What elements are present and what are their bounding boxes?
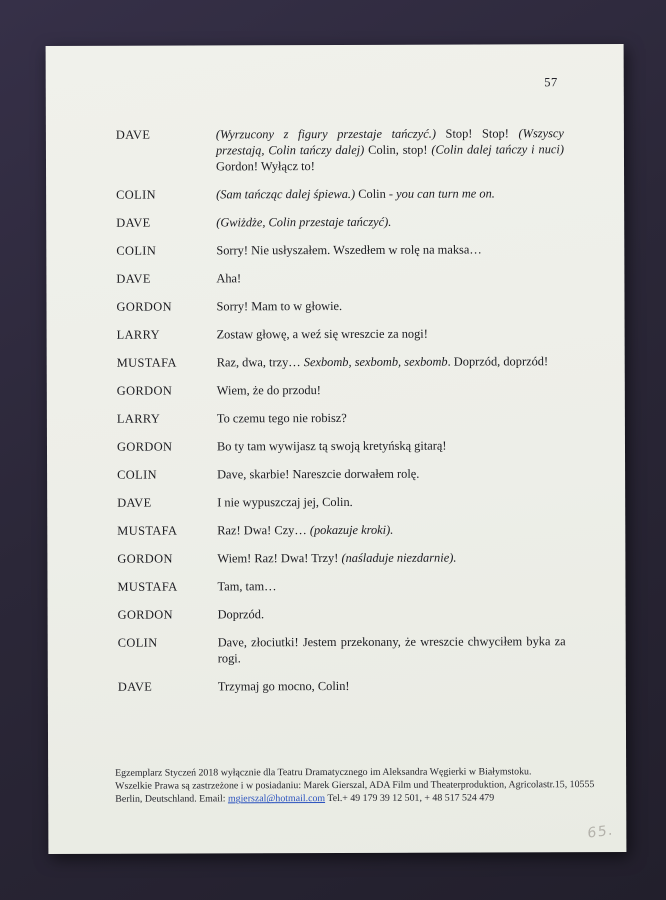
speaker-name: DAVE — [116, 271, 151, 286]
speaker-name: COLIN — [116, 243, 157, 258]
stage-direction-text: (Sam tańcząc dalej śpiewa.) — [216, 186, 356, 202]
stage-direction-text: (Colin dalej tańczy i nuci) — [431, 142, 564, 157]
speaker-name: DAVE — [116, 215, 151, 230]
script-row — [116, 241, 564, 259]
footer-text-segment: Berlin, Deutschland. Email: — [115, 793, 228, 806]
dialogue-text — [217, 577, 565, 594]
footer-line — [115, 791, 627, 806]
dialogue-segment: Gordon! Wyłącz to! — [215, 159, 315, 174]
stage-direction-text: Sexbomb, sexbomb, sexbomb — [303, 354, 448, 370]
script-row — [117, 409, 565, 427]
dialogue-segment: Colin, stop! — [364, 142, 432, 157]
dialogue-text — [216, 269, 564, 286]
dialogue-text — [217, 521, 565, 538]
stage-direction-text: you can turn me on. — [396, 186, 495, 201]
script-row — [117, 521, 565, 539]
dialogue-segment: Colin - — [355, 186, 397, 201]
dialogue-segment: Tam, tam… — [217, 579, 277, 594]
script-page — [46, 44, 627, 854]
speaker-name: COLIN — [116, 187, 156, 202]
script-row — [118, 633, 566, 667]
speaker-name: GORDON — [117, 607, 174, 622]
page-footer — [115, 765, 627, 806]
stage-direction-text: (Wyrzucony z figury przestaje tańczyć.) — [215, 126, 436, 142]
speaker-name: GORDON — [117, 551, 173, 566]
script-row — [116, 185, 564, 203]
footer-text-segment: Wszelkie Prawa są zastrzeżone i w posiadaniu: Marek Gierszal, ADA Film und Theaterproduktion, Agricolastr.15, 10555 — [115, 779, 595, 792]
dialogue-segment: Stop! Stop! — [435, 126, 519, 141]
script-row — [117, 381, 565, 399]
dialogue-segment: Dave, skarbie! Nareszcie dorwałem rolę. — [217, 466, 420, 482]
dialogue-text — [217, 325, 565, 342]
speaker-name: GORDON — [116, 439, 173, 454]
dialogue-segment: Wiem, że do przodu! — [216, 383, 321, 398]
stage-direction-text: (pokazuje kroki). — [309, 522, 394, 538]
handwritten-page-note: 65. — [587, 822, 615, 842]
speaker-name: GORDON — [116, 383, 173, 398]
dialogue-text — [216, 185, 564, 202]
dialogue-text — [217, 465, 565, 482]
script-dialogue — [116, 125, 566, 707]
footer-line — [115, 778, 627, 793]
footer-text-segment: Tel.+ 49 179 39 12 501, + 48 517 524 479 — [325, 792, 495, 805]
speaker-name: MUSTAFA — [116, 355, 177, 370]
script-row — [116, 297, 564, 315]
dialogue-text — [216, 213, 564, 230]
dialogue-text — [216, 241, 564, 258]
dialogue-text — [217, 409, 565, 426]
dialogue-text — [217, 353, 565, 370]
script-row — [117, 465, 565, 483]
speaker-name: MUSTAFA — [117, 523, 178, 538]
script-row — [116, 269, 564, 287]
script-row — [118, 605, 566, 623]
script-row — [116, 125, 564, 175]
page-number: 57 — [544, 75, 558, 90]
dialogue-text — [217, 381, 565, 398]
dialogue-segment: Sorry! Mam to w głowie. — [216, 298, 343, 314]
dialogue-segment: I nie wypuszczaj jej, Colin. — [217, 494, 353, 510]
script-row — [117, 353, 565, 371]
speaker-name: COLIN — [117, 635, 158, 650]
dialogue-segment: Trzymaj go mocno, Colin! — [217, 678, 350, 694]
script-row — [117, 493, 565, 511]
script-row — [116, 213, 564, 231]
dialogue-segment: Raz, dwa, trzy… — [216, 355, 304, 370]
dialogue-segment: Sorry! Nie usłyszałem. Wszedłem w rolę na maksa… — [216, 242, 482, 258]
stage-direction-text: (Gwiżdże, Colin przestaje tańczyć). — [216, 214, 392, 230]
dialogue-segment: Zostaw głowę, a weź się wreszcie za nogi! — [216, 326, 428, 342]
dialogue-text — [216, 125, 564, 174]
script-row — [118, 677, 566, 695]
stage-direction-text: (naśladuje niezdarnie). — [341, 550, 457, 565]
dialogue-segment: Doprzód. — [217, 607, 265, 622]
dialogue-text — [218, 633, 566, 666]
script-row — [117, 325, 565, 343]
speaker-name: DAVE — [115, 127, 151, 142]
dialogue-segment: . Doprzód, doprzód! — [447, 354, 549, 369]
script-row — [117, 577, 565, 595]
dialogue-text — [218, 677, 566, 694]
stage-direction-text: (Wszyscy przestają, Colin tańczy dalej) — [215, 126, 564, 158]
dialogue-text — [217, 549, 565, 566]
script-row — [117, 437, 565, 455]
dialogue-text — [217, 493, 565, 510]
speaker-name: DAVE — [117, 679, 153, 694]
dialogue-segment: Raz! Dwa! Czy… — [217, 523, 310, 538]
dialogue-segment: Bo ty tam wywijasz tą swoją kretyńską gitarą! — [216, 438, 447, 454]
dialogue-segment: Wiem! Raz! Dwa! Trzy! — [217, 550, 342, 566]
dialogue-text — [216, 297, 564, 314]
dialogue-segment: Aha! — [216, 271, 242, 286]
speaker-name: DAVE — [117, 495, 152, 510]
speaker-name: LARRY — [116, 327, 160, 342]
dialogue-segment: To czemu tego nie robisz? — [216, 410, 347, 426]
speaker-name: LARRY — [116, 411, 161, 426]
speaker-name: MUSTAFA — [117, 579, 178, 594]
dialogue-segment: Dave, złociutki! Jestem przekonany, że wreszcie chwyciłem byka za rogi. — [217, 634, 566, 666]
footer-text-segment: Egzemplarz Styczeń 2018 wyłącznie dla Teatru Dramatycznego im Aleksandra Węgierki w Białymstoku. — [115, 766, 532, 779]
dialogue-text — [217, 437, 565, 454]
speaker-name: GORDON — [116, 299, 172, 314]
script-row — [117, 549, 565, 567]
speaker-name: COLIN — [117, 467, 157, 482]
email-link[interactable]: mgierszal@hotmail.com — [227, 793, 326, 805]
dialogue-text — [218, 605, 566, 622]
